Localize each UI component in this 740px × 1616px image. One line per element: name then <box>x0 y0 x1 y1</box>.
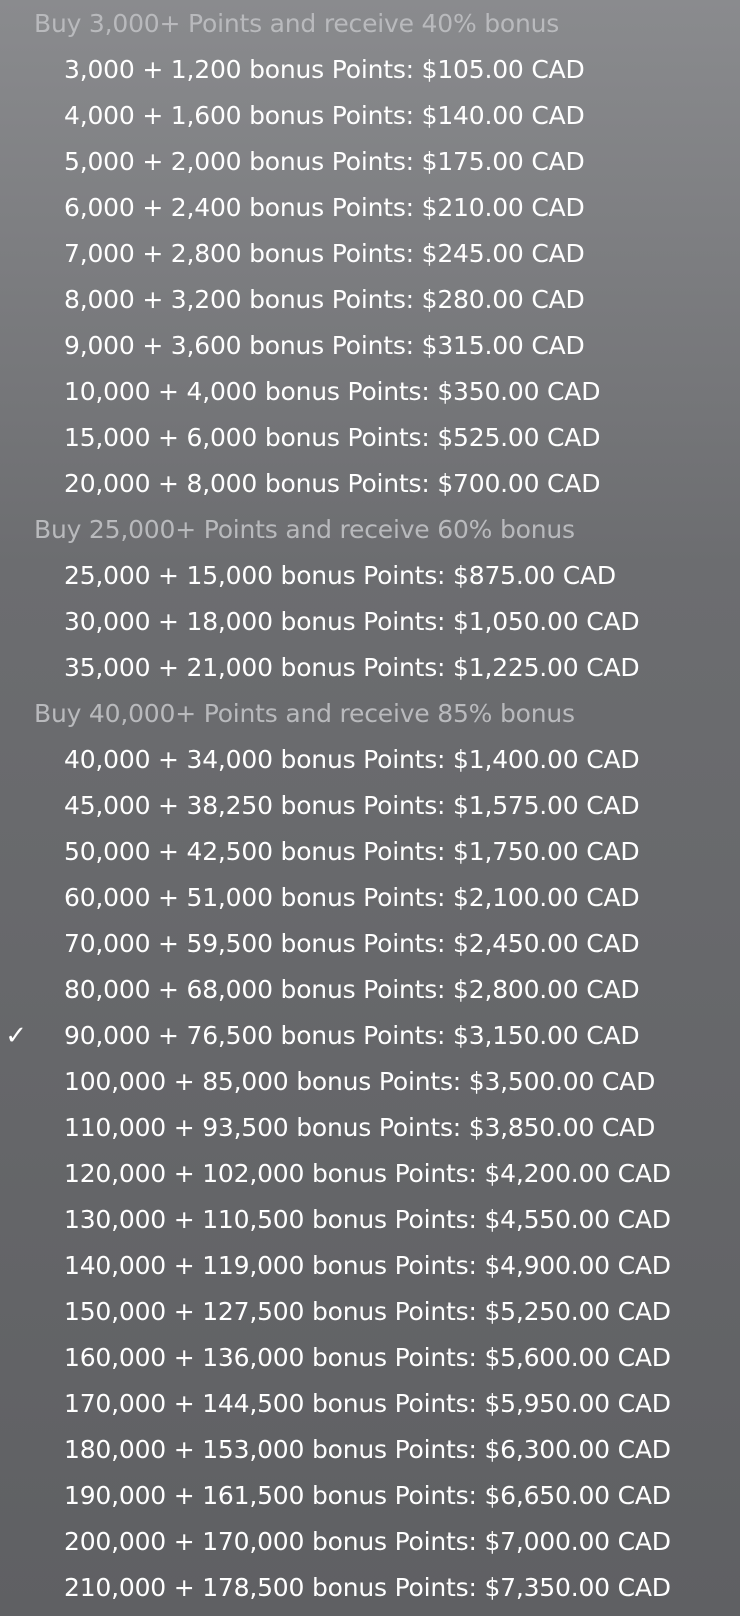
option-label: 60,000 + 51,000 bonus Points: $2,100.00 CAD <box>64 883 640 912</box>
option-label: 120,000 + 102,000 bonus Points: $4,200.00 CAD <box>64 1159 671 1188</box>
option-label: 200,000 + 170,000 bonus Points: $7,000.00 CAD <box>64 1527 671 1556</box>
dropdown-option[interactable] <box>0 1059 740 1105</box>
dropdown-option[interactable] <box>0 461 740 507</box>
dropdown-option[interactable] <box>0 1105 740 1151</box>
option-label: 5,000 + 2,000 bonus Points: $175.00 CAD <box>64 147 585 176</box>
dropdown-option[interactable] <box>0 1243 740 1289</box>
dropdown-option[interactable] <box>0 1473 740 1519</box>
checkmark-icon: ✓ <box>5 1021 27 1051</box>
option-label: 3,000 + 1,200 bonus Points: $105.00 CAD <box>64 55 585 84</box>
option-label: 80,000 + 68,000 bonus Points: $2,800.00 CAD <box>64 975 640 1004</box>
points-dropdown-menu <box>0 1 740 1611</box>
dropdown-option[interactable] <box>0 1519 740 1565</box>
option-label: 180,000 + 153,000 bonus Points: $6,300.00 CAD <box>64 1435 671 1464</box>
option-label: 140,000 + 119,000 bonus Points: $4,900.00 CAD <box>64 1251 671 1280</box>
dropdown-option[interactable] <box>0 783 740 829</box>
option-label: 45,000 + 38,250 bonus Points: $1,575.00 CAD <box>64 791 640 820</box>
option-label: 160,000 + 136,000 bonus Points: $5,600.00 CAD <box>64 1343 671 1372</box>
dropdown-option-selected[interactable] <box>0 1013 740 1059</box>
dropdown-option[interactable] <box>0 1381 740 1427</box>
option-label: 130,000 + 110,500 bonus Points: $4,550.00 CAD <box>64 1205 671 1234</box>
dropdown-option[interactable] <box>0 139 740 185</box>
dropdown-option[interactable] <box>0 231 740 277</box>
option-label: 30,000 + 18,000 bonus Points: $1,050.00 CAD <box>64 607 640 636</box>
dropdown-option[interactable] <box>0 967 740 1013</box>
option-label: 50,000 + 42,500 bonus Points: $1,750.00 CAD <box>64 837 640 866</box>
dropdown-option[interactable] <box>0 277 740 323</box>
option-label: 8,000 + 3,200 bonus Points: $280.00 CAD <box>64 285 585 314</box>
option-label: 210,000 + 178,500 bonus Points: $7,350.00 CAD <box>64 1573 671 1602</box>
dropdown-option[interactable] <box>0 875 740 921</box>
dropdown-option[interactable] <box>0 369 740 415</box>
option-label: 4,000 + 1,600 bonus Points: $140.00 CAD <box>64 101 585 130</box>
option-label: 90,000 + 76,500 bonus Points: $3,150.00 CAD <box>64 1021 640 1050</box>
dropdown-option[interactable] <box>0 185 740 231</box>
option-label: 15,000 + 6,000 bonus Points: $525.00 CAD <box>64 423 601 452</box>
dropdown-option[interactable] <box>0 645 740 691</box>
option-label: 10,000 + 4,000 bonus Points: $350.00 CAD <box>64 377 601 406</box>
option-label: 110,000 + 93,500 bonus Points: $3,850.00 CAD <box>64 1113 656 1142</box>
option-label: 20,000 + 8,000 bonus Points: $700.00 CAD <box>64 469 601 498</box>
dropdown-option[interactable] <box>0 1335 740 1381</box>
dropdown-option[interactable] <box>0 1565 740 1611</box>
option-label: 40,000 + 34,000 bonus Points: $1,400.00 CAD <box>64 745 640 774</box>
option-label: 150,000 + 127,500 bonus Points: $5,250.00 CAD <box>64 1297 671 1326</box>
option-label: 25,000 + 15,000 bonus Points: $875.00 CAD <box>64 561 616 590</box>
dropdown-option[interactable] <box>0 323 740 369</box>
dropdown-option[interactable] <box>0 737 740 783</box>
dropdown-option[interactable] <box>0 1151 740 1197</box>
dropdown-option[interactable] <box>0 921 740 967</box>
option-label: 190,000 + 161,500 bonus Points: $6,650.00 CAD <box>64 1481 671 1510</box>
option-group-header: Buy 3,000+ Points and receive 40% bonus <box>34 9 560 38</box>
option-label: 6,000 + 2,400 bonus Points: $210.00 CAD <box>64 193 585 222</box>
dropdown-option[interactable] <box>0 599 740 645</box>
dropdown-option[interactable] <box>0 415 740 461</box>
dropdown-option[interactable] <box>0 829 740 875</box>
option-label: 70,000 + 59,500 bonus Points: $2,450.00 CAD <box>64 929 640 958</box>
option-label: 170,000 + 144,500 bonus Points: $5,950.00 CAD <box>64 1389 671 1418</box>
option-label: 9,000 + 3,600 bonus Points: $315.00 CAD <box>64 331 585 360</box>
option-label: 35,000 + 21,000 bonus Points: $1,225.00 CAD <box>64 653 640 682</box>
dropdown-option[interactable] <box>0 1197 740 1243</box>
dropdown-option[interactable] <box>0 93 740 139</box>
dropdown-option[interactable] <box>0 1289 740 1335</box>
option-group-header: Buy 40,000+ Points and receive 85% bonus <box>34 699 575 728</box>
option-label: 100,000 + 85,000 bonus Points: $3,500.00 CAD <box>64 1067 656 1096</box>
dropdown-option[interactable] <box>0 1427 740 1473</box>
dropdown-option[interactable] <box>0 553 740 599</box>
dropdown-option[interactable] <box>0 47 740 93</box>
option-label: 7,000 + 2,800 bonus Points: $245.00 CAD <box>64 239 585 268</box>
option-group-header: Buy 25,000+ Points and receive 60% bonus <box>34 515 575 544</box>
